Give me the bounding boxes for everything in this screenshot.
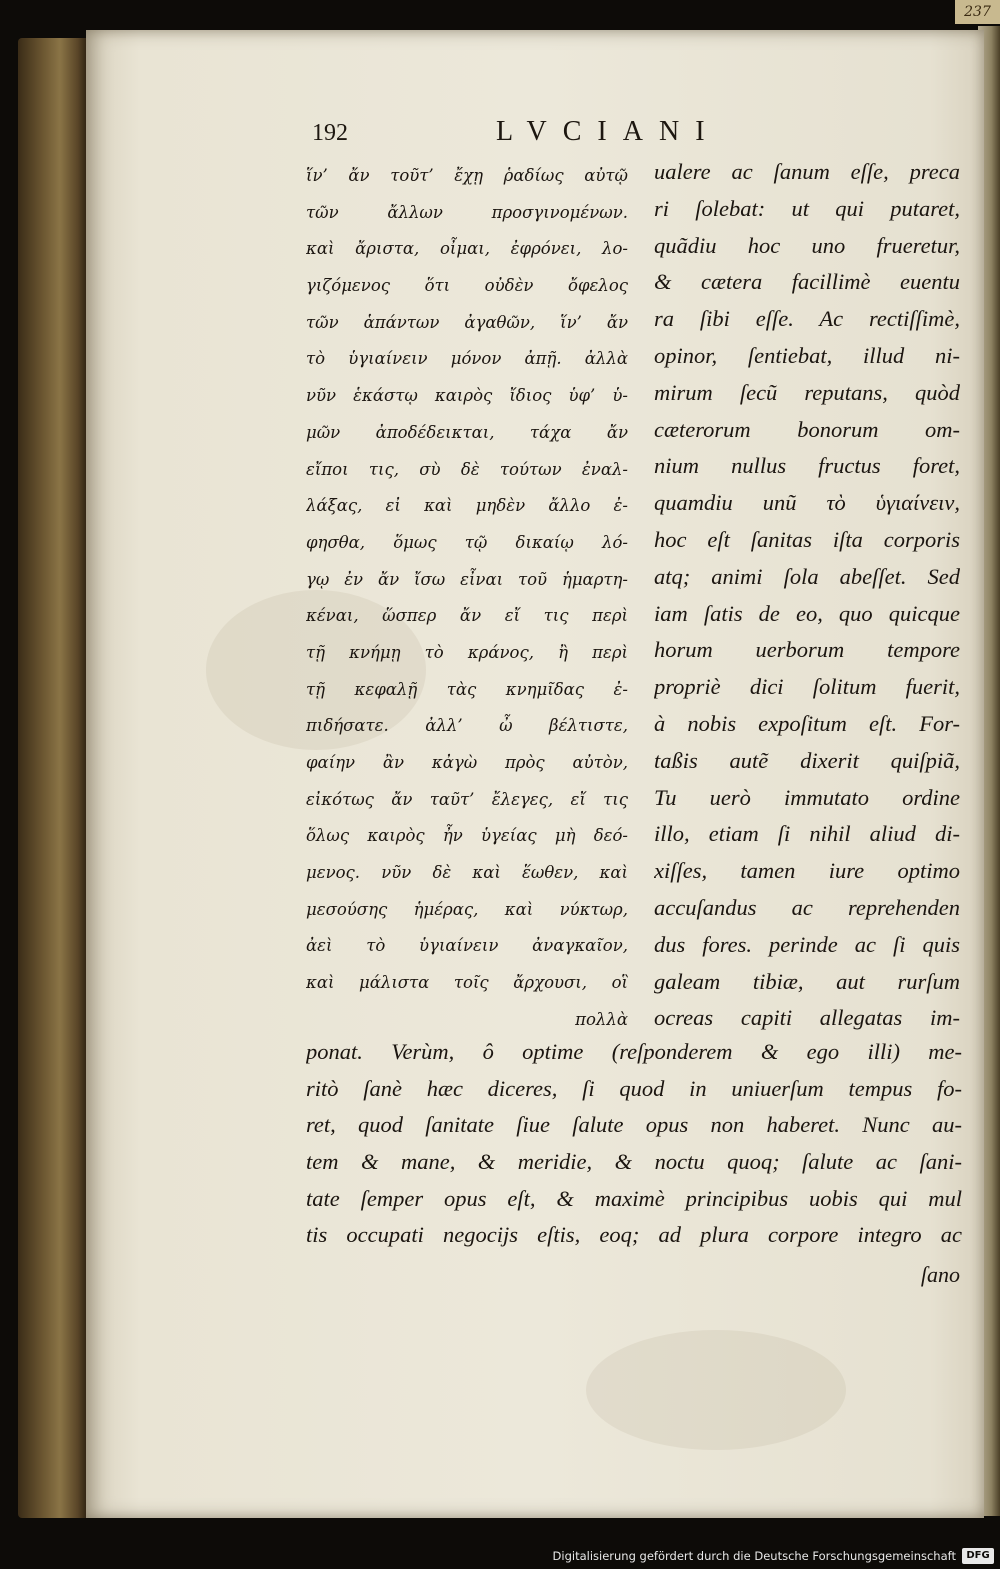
greek-text-line: πολλὰ — [575, 1009, 628, 1029]
latin-text-line: atq; animi ſola abeſſet. Sed — [654, 563, 960, 589]
greek-text-line: πιδήσατε. ἀλλ’ ὦ βέλτιστε, — [306, 716, 628, 736]
latin-text-line: nium nullus fructus foret, — [654, 453, 960, 479]
greek-text-line: γιζόμενος ὅτι οὐδὲν ὄφελος — [306, 276, 628, 296]
latin-text-line: tis occupati negocijs eſtis, eoq; ad plura corpore integro ac — [306, 1222, 962, 1248]
latin-text-line: à nobis expoſitum eſt. For- — [654, 710, 960, 736]
greek-text-line: τῶν ἁπάντων ἀγαθῶν, ἵν’ ἄν — [306, 312, 628, 332]
book-spine-edge — [18, 38, 88, 1518]
greek-text-line: γῳ ἐν ἄν ἴσω εἶναι τοῦ ἡμαρτη- — [306, 569, 628, 589]
greek-text-line: μενος. νῦν δὲ καὶ ἕωθεν, καὶ — [306, 863, 628, 883]
latin-text-line: xiſſes, tamen iure optimo — [654, 858, 960, 884]
greek-text-line: μῶν ἀποδέδεικται, τάχα ἄν — [306, 422, 628, 442]
greek-text-line: ὅλως καιρὸς ἦν ὑγείας μὴ δεό- — [306, 826, 628, 846]
greek-text-line: εἴποι τις, σὺ δὲ τούτων ἐναλ- — [306, 459, 628, 479]
top-tab: 237 — [955, 0, 1000, 24]
greek-text-column — [306, 158, 628, 1039]
latin-text-line: tate ſemper opus eſt, & maximè principibus uobis qui mul — [306, 1185, 962, 1211]
greek-text-line: καὶ ἄριστα, οἶμαι, ἐφρόνει, λο- — [306, 239, 628, 259]
full-width-latin-text — [306, 1034, 962, 1254]
greek-text-line: ἵν’ ἄν τοῦτ’ ἔχῃ ῥαδίως αὐτῷ — [306, 166, 628, 185]
greek-text-line: εἰκότως ἄν ταῦτ’ ἔλεγες, εἴ τις — [306, 789, 628, 809]
latin-text-line: mirum ſecũ reputans, quòd — [654, 379, 960, 405]
latin-text-line: quãdiu hoc uno frueretur, — [654, 232, 960, 258]
latin-text-line: opinor, ſentiebat, illud ni- — [654, 342, 960, 368]
latin-text-line: illo, etiam ſi nihil aliud di- — [654, 821, 960, 847]
latin-text-line: iam ſatis de eo, quo quicque — [654, 600, 960, 626]
latin-text-line: galeam tibiæ, aut rurſum — [654, 968, 960, 994]
latin-text-line: ritò ſanè hæc diceres, ſi quod in uniuerſum tempus fo- — [306, 1075, 962, 1101]
greek-text-line: φησθα, ὅμως τῷ δικαίῳ λό- — [306, 532, 628, 552]
latin-text-column — [654, 154, 960, 1037]
greek-text-line: κέναι, ὥσπερ ἄν εἴ τις περὶ — [306, 606, 628, 626]
page-header — [312, 116, 772, 152]
page-number: 192 — [312, 120, 348, 146]
latin-text-line: ra ſibi eſſe. Ac rectiſſimè, — [654, 306, 960, 332]
greek-text-line: νῦν ἑκάστῳ καιρὸς ἴδιος ὑφ’ ὑ- — [306, 386, 628, 406]
digitization-credit: Digitalisierung gefördert durch die Deutsche Forschungsgemeinschaft — [552, 1549, 956, 1563]
latin-text-line: quamdiu unũ τὸ ὑγιαίνειν, — [654, 490, 960, 516]
greek-text-line: λάξας, εἰ καὶ μηδὲν ἄλλο ἐ- — [306, 496, 628, 516]
latin-text-line: hoc eſt ſanitas iſta corporis — [654, 526, 960, 552]
greek-text-line: ἀεὶ τὸ ὑγιαίνειν ἀναγκαῖον, — [306, 936, 628, 956]
latin-text-line: horum uerborum tempore — [654, 637, 960, 663]
running-title: LVCIANI — [496, 116, 721, 147]
latin-text-line: ret, quod ſanitate ſiue ſalute opus non haberet. Nunc au- — [306, 1112, 962, 1138]
latin-text-line: accuſandus ac reprehenden — [654, 894, 960, 920]
greek-text-line: καὶ μάλιστα τοῖς ἄρχουσι, οἳ — [306, 973, 628, 993]
greek-text-line: μεσούσης ἡμέρας, καὶ νύκτωρ, — [306, 899, 628, 919]
latin-text-line: ualere ac ſanum eſſe, preca — [654, 159, 960, 184]
dfg-logo: DFG — [962, 1548, 994, 1564]
latin-text-line: dus fores. perinde ac ſi quis — [654, 931, 960, 957]
latin-text-line: & cætera facillimè euentu — [654, 269, 960, 295]
latin-text-line: ocreas capiti allegatas im- — [654, 1005, 960, 1031]
latin-text-line: ri ſolebat: ut qui putaret, — [654, 195, 960, 221]
greek-text-line: φαίην ἂν κἀγὼ πρὸς αὐτὸν, — [306, 753, 628, 772]
paper-stain — [586, 1330, 846, 1450]
latin-text-line: Tu uerò immutato ordine — [654, 784, 960, 810]
greek-text-line: τῇ κνήμῃ τὸ κράνος, ἢ περὶ — [306, 642, 628, 662]
latin-text-line: cæterorum bonorum om- — [654, 416, 960, 442]
latin-text-line: tem & mane, & meridie, & noctu quoq; ſalute ac ſani- — [306, 1149, 962, 1175]
catchword: ſano — [920, 1262, 960, 1287]
latin-text-line: propriè dici ſolitum fuerit, — [654, 674, 960, 700]
greek-text-line: τῇ κεφαλῇ τὰς κνημῖδας ἐ- — [306, 679, 628, 699]
latin-text-line: taßis autẽ dixerit quiſpiã, — [654, 747, 960, 773]
greek-text-line: τῶν ἄλλων προσγινομένων. — [306, 202, 628, 222]
latin-text-line: ponat. Verùm, ô optime (reſponderem & ego illi) me- — [306, 1039, 962, 1064]
greek-text-line: τὸ ὑγιαίνειν μόνον ἀπῇ. ἀλλὰ — [306, 349, 628, 369]
